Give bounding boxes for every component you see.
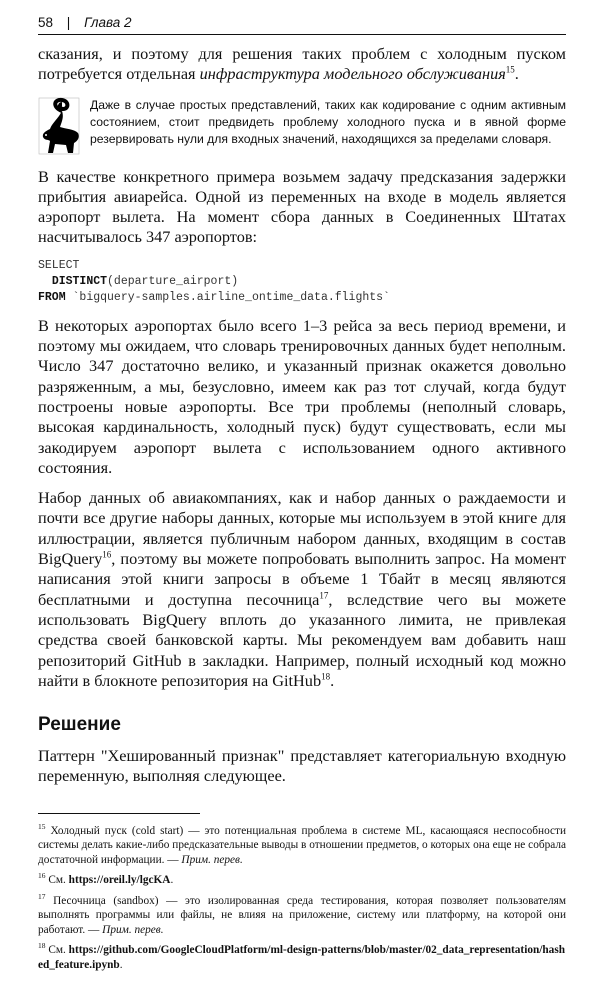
text: .	[170, 874, 174, 887]
text: См.	[45, 874, 69, 887]
footnote	[38, 891, 566, 938]
text: См.	[45, 944, 69, 957]
text: .	[330, 670, 335, 690]
footnote-ref: 15	[505, 64, 515, 75]
footnote	[38, 873, 566, 888]
section-heading: Решение	[38, 714, 121, 736]
text: Холодный пуск (cold start) — это потенциальная проблема в системе ML, касающаяся неспособности системы делать какие-либо предсказательные выводы в отношении предметов, о которых она еще не собрала достаточной информации. —	[38, 824, 566, 866]
footnote-number: 15	[38, 821, 46, 831]
footnote-number: 16	[38, 871, 46, 881]
code-keyword: FROM	[38, 290, 66, 304]
footnote	[38, 821, 566, 868]
footnote	[38, 943, 566, 972]
translator-note: Прим. перев.	[181, 853, 243, 866]
tip-note	[38, 97, 566, 155]
translator-note: Прим. перев.	[102, 923, 164, 936]
text: , поэтому вы можете попробовать выполнить запрос. На момент написания этой книги запросы в объеме 1 Тбайт в месяц являются бесплатными и доступна песочница	[38, 549, 566, 609]
code-block	[38, 258, 566, 306]
header-separator: |	[66, 15, 71, 30]
paragraph: В некоторых аэропортах было всего 1–3 рейса за весь период времени, и поэтому мы ожидаем, что словарь тренировочных данных будет неполным. Число 347 достаточно велико, и указанный признак окажется довольно разряженным, а мы, безусловно, имеем как раз тот случай, когда будут построены новые аэропорты. Все три проблемы (неполный словарь, высокая кардинальность, холодный пуск) будут существовать, если мы закодируем аэропорт вылета с использованием одного активного состояния.	[38, 315, 566, 477]
footnote-divider	[38, 813, 200, 814]
code-text: (departure_airport)	[107, 274, 239, 288]
paragraph	[38, 488, 566, 691]
page-number: 58	[38, 15, 54, 30]
paragraph: В качестве конкретного примера возьмем задачу предсказания задержки прибытия авиарейса. Одной из переменных на входе в модель является аэропорт вылета. На момент сбора данных в Соединенных Штатах насчитывалось 347 аэропортов:	[38, 166, 566, 247]
footnote-link[interactable]: https://github.com/GoogleCloudPlatform/ml-design-patterns/blob/master/02_data_representation/hashed_feature.ipynb	[38, 944, 566, 971]
footnote-ref: 17	[319, 590, 329, 601]
code-text: `bigquery-samples.airline_ontime_data.flights`	[65, 290, 390, 304]
code-keyword: SELECT	[38, 258, 80, 272]
book-page	[38, 0, 566, 982]
footnote-link[interactable]: https://oreil.ly/lgcKA	[68, 874, 171, 887]
footnote-ref: 18	[321, 671, 331, 682]
text: сказания, и поэтому для решения таких проблем с холодным пуском потребуется отдельная	[38, 44, 566, 84]
lemur-icon	[38, 97, 88, 155]
code-keyword: DISTINCT	[51, 274, 108, 288]
text: .	[119, 958, 123, 971]
text: , вследствие чего вы можете использовать BigQuery вплоть до указанного лимита, не привлекая средства своей банковской карты. Мы рекомендуем вам добавить наш репозиторий GitHub в закладки. Например, полный исходный код можно найти в блокноте репозитория на GitHub	[38, 589, 566, 690]
footnote-number: 17	[38, 891, 46, 901]
italic-term: инфраструктура модельного обслуживания	[199, 64, 506, 84]
text: .	[514, 64, 519, 84]
footnote-number: 18	[38, 941, 46, 951]
text: Набор данных об авиакомпаниях, как и набор данных о раждаемости и почти все другие наборы данных, которые мы используем в этой книге для иллюстрации, является публичным набором данных, входящим в состав BigQuery	[38, 488, 566, 569]
running-header	[38, 14, 566, 35]
paragraph	[38, 44, 566, 85]
chapter-title: Глава 2	[84, 15, 132, 30]
paragraph: Паттерн "Хешированный признак" представляет категориальную входную переменную, выполняя следующее.	[38, 746, 566, 786]
text: Песочница (sandbox) — это изолированная среда тестирования, которая позволяет пользователям выполнять программы или файлы, не влияя на приложение, систему или платформу, на которой они работают. —	[38, 894, 566, 936]
footnote-ref: 16	[102, 549, 112, 560]
tip-text: Даже в случае простых представлений, таких как кодирование с одним активным состоянием, стоит предвидеть проблему холодного пуска и в явной форме резервировать нули для входных значений, находящихся за пределами словаря.	[90, 97, 566, 146]
